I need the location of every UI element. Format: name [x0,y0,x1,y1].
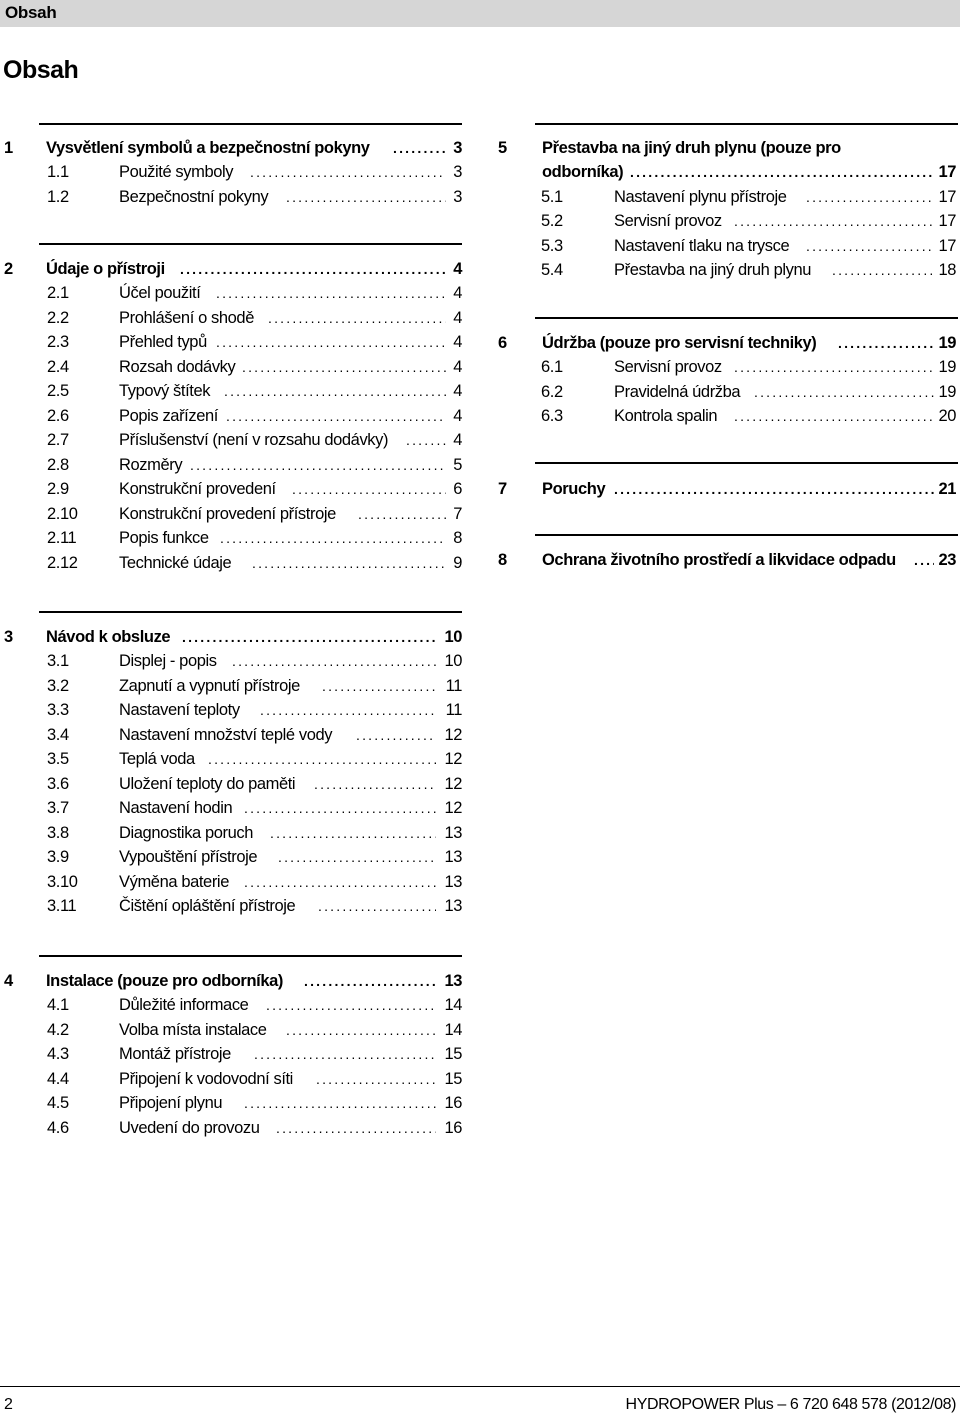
toc-number: 4 [4,972,13,990]
toc-page: 4 [453,358,462,376]
toc-page: 17 [938,188,956,206]
toc-page: 5 [453,456,462,474]
toc-title: Servisní provoz [614,358,722,376]
toc-number: 8 [498,551,507,569]
toc-number: 3.5 [47,750,69,768]
dot-leader [244,797,436,819]
toc-page: 3 [453,188,462,206]
toc-entry[interactable] [4,626,464,648]
toc-title: Konstrukční provedení [119,480,276,498]
toc-entry[interactable] [4,724,464,746]
section-rule [39,243,462,245]
toc-entry[interactable] [4,773,464,795]
toc-number: 2.4 [47,358,69,376]
toc-page: 4 [453,260,462,278]
toc-page: 20 [938,407,956,425]
toc-number: 2.3 [47,333,69,351]
toc-title: Přestavba na jiný druh plynu [614,261,812,279]
toc-page: 15 [444,1045,462,1063]
toc-entry[interactable] [498,356,958,378]
dot-leader [393,137,445,159]
toc-title: Montáž přístroje [119,1045,231,1063]
toc-entry[interactable] [4,650,464,672]
toc-number: 6 [498,334,507,352]
dot-leader [734,405,934,427]
toc-entry[interactable] [4,970,464,992]
toc-page: 4 [453,284,462,302]
toc-title: Údaje o přístroji [46,260,165,278]
toc-number: 2 [4,260,13,278]
dot-leader [266,994,436,1016]
footer-rule [0,1386,960,1387]
toc-entry[interactable] [4,895,464,917]
toc-page: 13 [444,897,462,915]
toc-entry[interactable] [4,1068,464,1090]
toc-title: Servisní provoz [614,212,722,230]
toc-number: 4.1 [47,996,69,1014]
toc-page: 14 [444,996,462,1014]
toc-entry[interactable] [4,1043,464,1065]
toc-entry[interactable] [4,552,464,574]
toc-number: 3.3 [47,701,69,719]
running-header [0,0,960,27]
toc-entry[interactable] [4,331,464,353]
toc-entry[interactable] [498,259,958,281]
section-rule [39,123,462,125]
toc-title: Připojení plynu [119,1094,223,1112]
toc-number: 2.2 [47,309,69,327]
toc-entry[interactable] [498,235,958,257]
page-title: Obsah [3,56,79,84]
toc-page: 17 [938,237,956,255]
toc-entry[interactable] [4,871,464,893]
toc-title: Čištění opláštění přístroje [119,897,296,915]
toc-number: 5.2 [541,212,563,230]
toc-entry[interactable] [498,210,958,232]
toc-page: 23 [938,551,956,569]
toc-title: Nastavení množství teplé vody [119,726,333,744]
toc-entry-title-line1[interactable] [498,137,958,159]
toc-page: 21 [938,480,956,498]
toc-entry[interactable] [4,822,464,844]
toc-page: 8 [453,529,462,547]
dot-leader [286,1019,436,1041]
toc-title: Teplá voda [119,750,195,768]
toc-page: 10 [444,652,462,670]
toc-title: Popis funkce [119,529,209,547]
toc-number: 3.7 [47,799,69,817]
toc-page: 15 [444,1070,462,1088]
toc-number: 2.6 [47,407,69,425]
dot-leader [226,405,446,427]
toc-page: 6 [453,480,462,498]
toc-number: 4.4 [47,1070,69,1088]
toc-number: 7 [498,480,507,498]
dot-leader [216,282,446,304]
toc-entry[interactable] [4,503,464,525]
toc-entry[interactable] [4,137,464,159]
section-rule [535,123,958,125]
toc-entry[interactable] [4,675,464,697]
section-rule [39,611,462,613]
toc-number: 2.9 [47,480,69,498]
toc-title: Poruchy [542,480,606,498]
toc-number: 3 [4,628,13,646]
toc-entry[interactable] [498,549,958,571]
dot-leader [232,650,436,672]
toc-title: Konstrukční provedení přístroje [119,505,336,523]
toc-entry[interactable] [4,478,464,500]
toc-title: Účel použití [119,284,201,302]
toc-entry[interactable] [4,161,464,183]
dot-leader [318,895,436,917]
toc-entry[interactable] [4,1117,464,1139]
toc-title: Popis zařízení [119,407,218,425]
dot-leader [358,503,446,525]
toc-page: 3 [453,139,462,157]
toc-title: Nastavení hodin [119,799,233,817]
toc-title: Prohlášení o shodě [119,309,254,327]
toc-title: Diagnostika poruch [119,824,254,842]
toc-title: Zapnutí a vypnutí přístroje [119,677,300,695]
dot-leader [180,258,446,280]
toc-number: 5.3 [541,237,563,255]
toc-page: 4 [453,431,462,449]
toc-number: 4.5 [47,1094,69,1112]
toc-page: 18 [938,261,956,279]
dot-leader [406,429,446,451]
toc-title: Technické údaje [119,554,232,572]
toc-number: 5.1 [541,188,563,206]
toc-page: 13 [444,824,462,842]
toc-number: 2.10 [47,505,78,523]
dot-leader [268,307,446,329]
toc-entry[interactable] [4,356,464,378]
toc-number: 2.8 [47,456,69,474]
toc-page: 13 [444,848,462,866]
toc-page: 14 [444,1021,462,1039]
toc-entry[interactable] [4,186,464,208]
dot-leader [304,970,436,992]
running-header-label: Obsah [5,3,57,22]
toc-title: Vypouštění přístroje [119,848,258,866]
toc-page: 16 [444,1119,462,1137]
dot-leader [244,1092,436,1114]
section-rule [39,955,462,957]
toc-page: 13 [444,972,462,990]
document-reference: HYDROPOWER Plus – 6 720 648 578 (2012/08) [625,1396,956,1413]
dot-leader [244,871,436,893]
dot-leader [806,186,934,208]
toc-number: 2.12 [47,554,78,572]
page-number: 2 [4,1396,13,1413]
toc-entry[interactable] [498,332,958,354]
toc-title: Vysvětlení symbolů a bezpečnostní pokyny [46,139,370,157]
toc-title: Výměna baterie [119,873,229,891]
toc-page: 9 [453,554,462,572]
toc-title: Důležité informace [119,996,249,1014]
dot-leader [322,675,436,697]
dot-leader [838,332,934,354]
toc-title: Nastavení tlaku na trysce [614,237,790,255]
toc-title: Přehled typů [119,333,207,351]
toc-title: Instalace (pouze pro odborníka) [46,972,283,990]
toc-page: 17 [938,163,956,181]
dot-leader [270,822,436,844]
toc-number: 3.8 [47,824,69,842]
toc-entry[interactable] [4,258,464,280]
dot-leader [190,454,446,476]
toc-number: 2.11 [47,529,77,547]
toc-number: 6.1 [541,358,563,376]
toc-page: 12 [444,750,462,768]
toc-title: Ochrana životního prostředí a likvidace odpadu [542,551,896,569]
toc-number: 5.4 [541,261,563,279]
toc-entry-title-line2[interactable] [498,161,958,183]
toc-entry[interactable] [498,478,958,500]
toc-title: Displej - popis [119,652,217,670]
toc-page: 4 [453,309,462,327]
toc-page: 10 [444,628,462,646]
toc-page: 16 [444,1094,462,1112]
dot-leader [278,846,436,868]
dot-leader [250,161,446,183]
toc-title: Návod k obsluze [46,628,171,646]
toc-page: 4 [453,382,462,400]
dot-leader [806,235,934,257]
dot-leader [286,186,446,208]
toc-number: 2.5 [47,382,69,400]
toc-entry[interactable] [4,846,464,868]
toc-number: 4.3 [47,1045,69,1063]
toc-number: 3.11 [47,897,77,915]
toc-title: Typový štítek [119,382,211,400]
dot-leader [832,259,934,281]
toc-entry[interactable] [4,1019,464,1041]
dot-leader [220,527,446,549]
toc-title: Kontrola spalin [614,407,718,425]
toc-number: 1.2 [47,188,69,206]
toc-title: Údržba (pouze pro servisní techniky) [542,334,817,352]
toc-entry[interactable] [4,429,464,451]
toc-page: 12 [444,799,462,817]
toc-number: 6.2 [541,383,563,401]
dot-leader [260,699,436,721]
dot-leader [252,552,446,574]
dot-leader [208,748,436,770]
toc-title: Nastavení teploty [119,701,240,719]
toc-page: 4 [453,333,462,351]
dot-leader [914,549,934,571]
toc-title: Uložení teploty do paměti [119,775,296,793]
toc-number: 1.1 [47,163,69,181]
dot-leader [316,1068,436,1090]
toc-entry[interactable] [4,699,464,721]
toc-page: 13 [444,873,462,891]
toc-title: Uvedení do provozu [119,1119,260,1137]
dot-leader [614,478,934,500]
section-rule [535,534,958,536]
toc-number: 1 [4,139,13,157]
toc-title: Použité symboly [119,163,234,181]
toc-page: 11 [445,677,462,695]
dot-leader [734,356,934,378]
toc-entry[interactable] [4,282,464,304]
section-rule [535,462,958,464]
toc-title: Pravidelná údržba [614,383,741,401]
toc-entry[interactable] [498,186,958,208]
toc-number: 3.9 [47,848,69,866]
toc-entry[interactable] [498,405,958,427]
toc-title: Rozměry [119,456,183,474]
toc-title: Přestavba na jiný druh plynu (pouze pro [542,139,841,157]
toc-page: 19 [938,358,956,376]
dot-leader [216,331,446,353]
toc-entry[interactable] [4,1092,464,1114]
dot-leader [224,380,446,402]
dot-leader [254,1043,436,1065]
toc-page: 17 [938,212,956,230]
toc-number: 4.2 [47,1021,69,1039]
toc-title: Bezpečnostní pokyny [119,188,269,206]
toc-number: 3.4 [47,726,69,744]
toc-number: 3.10 [47,873,78,891]
dot-leader [276,1117,436,1139]
toc-page: 4 [453,407,462,425]
toc-number: 5 [498,139,507,157]
toc-page: 7 [453,505,462,523]
toc-number: 3.2 [47,677,69,695]
toc-page: 12 [444,726,462,744]
dot-leader [182,626,436,648]
toc-page: 3 [453,163,462,181]
dot-leader [314,773,436,795]
toc-entry[interactable] [4,380,464,402]
toc-entry[interactable] [498,381,958,403]
toc-number: 3.6 [47,775,69,793]
dot-leader [754,381,934,403]
toc-entry[interactable] [4,307,464,329]
toc-number: 4.6 [47,1119,69,1137]
dot-leader [356,724,436,746]
section-rule [535,317,958,319]
toc-page: 19 [938,334,956,352]
toc-entry[interactable] [4,797,464,819]
dot-leader [242,356,446,378]
dot-leader [292,478,446,500]
toc-title: Rozsah dodávky [119,358,236,376]
toc-title: Připojení k vodovodní síti [119,1070,293,1088]
toc-entry[interactable] [4,748,464,770]
toc-number: 6.3 [541,407,563,425]
toc-page: 12 [444,775,462,793]
toc-number: 2.1 [47,284,69,302]
toc-entry[interactable] [4,994,464,1016]
toc-number: 3.1 [47,652,69,670]
toc-page: 11 [445,701,462,719]
toc-entry[interactable] [4,405,464,427]
toc-entry[interactable] [4,527,464,549]
toc-entry[interactable] [4,454,464,476]
toc-title: Příslušenství (není v rozsahu dodávky) [119,431,389,449]
toc-title: Volba místa instalace [119,1021,267,1039]
toc-title: Nastavení plynu přístroje [614,188,787,206]
dot-leader [734,210,934,232]
toc-number: 2.7 [47,431,69,449]
dot-leader [630,161,934,183]
toc-title: odborníka) [542,163,624,181]
toc-page: 19 [938,383,956,401]
